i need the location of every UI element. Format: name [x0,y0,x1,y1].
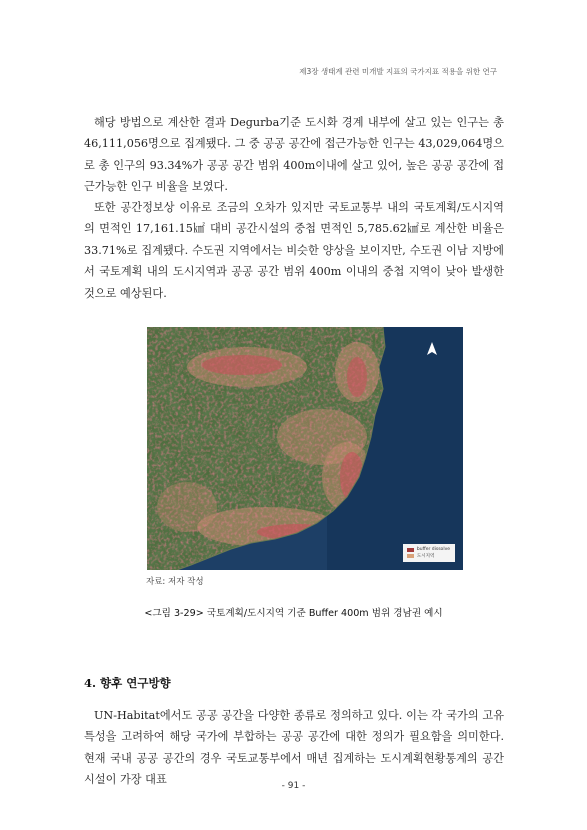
satellite-map-image [147,327,463,570]
section-heading: 4. 향후 연구방향 [84,676,171,690]
legend-label-urban: 도시지역 [416,554,435,559]
legend-label-buffer: buffer dissolve [416,547,450,552]
body-paragraph-3 [84,705,504,791]
running-header: 제3장 생태계 관련 미개발 지표의 국가지표 적용을 위한 연구 [299,67,497,76]
legend-swatch-urban [407,554,414,558]
legend-item [407,547,450,552]
body-paragraph-3-text: UN-Habitat에서도 공공 공간을 다양한 종류로 정의하고 있다. 이는 각 국가의 고유 특성을 고려하여 해당 국가에 부합하는 공공 공간에 대한 정의가 필요함을 의미한다. 현재 국내 공공 공간의 경우 국토교통부에서 매년 집계하는 도시계획현황통계의 공간시설이 가장 대표 [84,709,504,787]
figure-caption: <그림 3-29> 국토계획/도시지역 기준 Buffer 400m 범위 경남권 예시 [144,608,443,619]
body-paragraph-1-text: 해당 방법으로 계산한 결과 Degurba기준 도시화 경계 내부에 살고 있는 인구는 총 46,111,056명으로 집계됐다. 그 중 공공 공간에 접근가능한 인구는 43,029,064명으로 총 인구의 93.34%가 공공 공간 범위 400m이내에 살고 있어, 높은 공공 공간에 접근가능한 인구 비율을 보였다. [84,116,504,194]
body-paragraph-2 [84,197,504,304]
page-number: - 91 - [281,781,306,791]
body-paragraph-1 [84,112,504,198]
map-legend [403,544,455,562]
legend-item [407,553,450,559]
legend-swatch-buffer [407,548,414,552]
figure-source: 자료: 저자 작성 [146,577,204,587]
body-paragraph-2-text: 또한 공간정보상 이유로 조금의 오차가 있지만 국토교통부 내의 국토계획/도시지역의 면적인 17,161.15㎢ 대비 공간시설의 중첩 면적인 5,785.62㎢로 계산한 비율은 33.71%로 집계됐다. 수도권 지역에서는 비슷한 양상을 보이지만, 수도권 이남 지방에서 국토계획 내의 도시지역과 공공 공간 범위 400m 이내의 중첩 지역이 낮아 발생한 것으로 예상된다. [84,201,504,300]
satellite-map-figure [147,327,463,570]
